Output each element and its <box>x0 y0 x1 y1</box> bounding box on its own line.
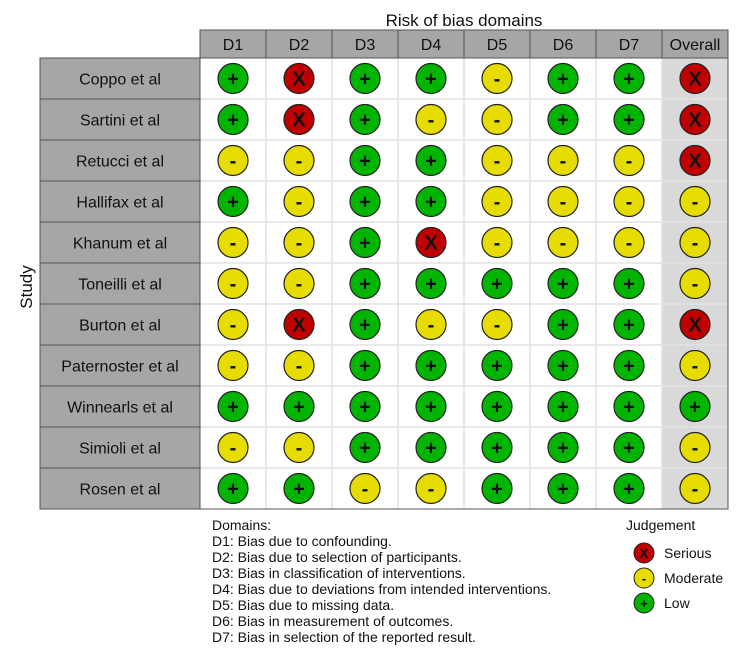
judgement-symbol: + <box>557 437 569 460</box>
judgement-symbol: - <box>427 314 435 337</box>
judgement-symbol: + <box>293 396 305 419</box>
header-label-d3: D3 <box>354 37 376 54</box>
judgement-symbol: + <box>557 355 569 378</box>
study-name: Khanum et al <box>72 235 168 253</box>
domain-description: D7: Bias in selection of the reported result. <box>212 629 476 645</box>
judgement-symbol: X <box>688 109 702 132</box>
judgement-symbol: - <box>361 478 369 501</box>
legend-title: Judgement <box>626 517 696 533</box>
judgement-symbol: + <box>689 396 701 419</box>
judgement-symbol: X <box>292 68 306 91</box>
domains-heading: Domains: <box>212 517 272 533</box>
legend-label-serious: Serious <box>664 545 712 561</box>
judgement-symbol: - <box>295 437 303 460</box>
judgement-symbol: + <box>491 396 503 419</box>
judgement-symbol: - <box>691 273 699 296</box>
judgement-symbol: - <box>559 150 567 173</box>
judgement-symbol: + <box>359 437 371 460</box>
domain-description: D5: Bias due to missing data. <box>212 597 395 613</box>
judgement-symbol: + <box>623 314 635 337</box>
header-label-d6: D6 <box>552 37 574 54</box>
header-label-d7: D7 <box>618 37 640 54</box>
judgement-symbol: + <box>623 437 635 460</box>
judgement-symbol: - <box>493 150 501 173</box>
judgement-symbol: + <box>491 478 503 501</box>
judgement-symbol: - <box>625 232 633 255</box>
judgement-symbol: + <box>359 314 371 337</box>
judgement-symbol: - <box>295 273 303 296</box>
judgement-symbol: + <box>623 355 635 378</box>
judgement-symbol: + <box>425 396 437 419</box>
study-name: Rosen et al <box>79 481 161 499</box>
judgement-symbol: - <box>427 478 435 501</box>
judgement-symbol: + <box>557 109 569 132</box>
judgement-symbol: - <box>229 314 237 337</box>
judgement-symbol: - <box>229 355 237 378</box>
judgement-symbol: X <box>424 232 438 255</box>
study-name: Sartini et al <box>79 112 161 130</box>
judgement-symbol: - <box>691 478 699 501</box>
judgement-symbol: + <box>557 273 569 296</box>
judgement-symbol: + <box>425 68 437 91</box>
judgement-symbol: + <box>425 355 437 378</box>
domain-description: D6: Bias in measurement of outcomes. <box>212 613 454 629</box>
judgement-symbol: - <box>691 232 699 255</box>
judgement-symbol: - <box>493 191 501 214</box>
judgement-symbol: + <box>491 273 503 296</box>
judgement-symbol: + <box>425 273 437 296</box>
judgement-symbol: - <box>691 355 699 378</box>
judgement-symbol: - <box>493 314 501 337</box>
judgement-symbol: + <box>425 191 437 214</box>
judgement-symbol: + <box>359 396 371 419</box>
header-label-d2: D2 <box>288 37 310 54</box>
legend-symbol: - <box>641 571 647 586</box>
judgement-symbol: + <box>623 273 635 296</box>
judgement-symbol: + <box>227 109 239 132</box>
study-name: Hallifax et al <box>76 194 164 212</box>
domain-description: D3: Bias in classification of interventions. <box>212 565 466 581</box>
judgement-symbol: - <box>559 191 567 214</box>
judgement-symbol: + <box>359 273 371 296</box>
judgement-symbol: + <box>359 232 371 255</box>
judgement-symbol: X <box>688 150 702 173</box>
judgement-symbol: - <box>295 355 303 378</box>
judgement-symbol: + <box>359 109 371 132</box>
judgement-symbol: + <box>623 478 635 501</box>
judgement-symbol: + <box>623 396 635 419</box>
domain-description: D4: Bias due to deviations from intended interventions. <box>212 581 552 597</box>
judgement-symbol: + <box>557 68 569 91</box>
legend-label-low: Low <box>664 595 690 611</box>
header-label-overall: Overall <box>669 37 721 54</box>
judgement-symbol: - <box>229 273 237 296</box>
judgement-symbol: X <box>688 314 702 337</box>
judgement-symbol: + <box>227 191 239 214</box>
study-name: Winnearls et al <box>67 399 173 417</box>
judgement-symbol: X <box>292 314 306 337</box>
judgement-symbol: + <box>359 68 371 91</box>
study-name: Retucci et al <box>75 153 165 171</box>
judgement-symbol: - <box>625 150 633 173</box>
study-name: Simioli et al <box>79 440 161 458</box>
judgement-symbol: + <box>359 150 371 173</box>
judgement-symbol: - <box>493 109 501 132</box>
legend-area <box>212 517 723 645</box>
legend-label-moderate: Moderate <box>664 570 724 586</box>
judgement-symbol: + <box>557 396 569 419</box>
judgement-symbol: - <box>625 191 633 214</box>
judgement-symbol: + <box>359 355 371 378</box>
judgement-symbol: - <box>691 191 699 214</box>
judgement-symbol: - <box>295 191 303 214</box>
judgement-symbol: - <box>295 150 303 173</box>
study-name: Burton et al <box>79 317 161 335</box>
judgement-symbol: - <box>691 437 699 460</box>
study-name: Paternoster et al <box>61 358 179 376</box>
y-axis-label: Study <box>17 265 36 309</box>
judgement-symbol: + <box>623 109 635 132</box>
judgement-symbol: + <box>623 68 635 91</box>
judgement-symbol: X <box>292 109 306 132</box>
judgement-symbol: - <box>295 232 303 255</box>
domain-description: D1: Bias due to confounding. <box>212 533 392 549</box>
legend-symbol: + <box>640 596 648 611</box>
study-name: Toneilli et al <box>78 276 162 294</box>
judgement-symbol: + <box>425 150 437 173</box>
judgement-symbol: + <box>491 437 503 460</box>
header-label-d1: D1 <box>222 37 244 54</box>
judgement-symbol: - <box>427 109 435 132</box>
judgement-symbol: - <box>559 232 567 255</box>
judgement-symbol: + <box>293 478 305 501</box>
judgement-symbol: + <box>557 478 569 501</box>
judgement-symbol: X <box>688 68 702 91</box>
judgement-symbol: + <box>227 478 239 501</box>
judgement-symbol: + <box>227 68 239 91</box>
study-name: Coppo et al <box>79 71 161 89</box>
judgement-symbol: + <box>359 191 371 214</box>
judgement-symbol: - <box>493 232 501 255</box>
judgement-symbol: + <box>425 437 437 460</box>
judgement-symbol: - <box>493 68 501 91</box>
domain-description: D2: Bias due to selection of participants. <box>212 549 462 565</box>
judgement-symbol: + <box>491 355 503 378</box>
judgement-symbol: + <box>227 396 239 419</box>
legend-symbol: X <box>639 546 649 561</box>
chart-title: Risk of bias domains <box>385 11 543 30</box>
header-label-d4: D4 <box>420 37 442 54</box>
judgement-symbol: - <box>229 437 237 460</box>
judgement-symbol: - <box>229 150 237 173</box>
judgement-symbol: + <box>557 314 569 337</box>
header-label-d5: D5 <box>486 37 508 54</box>
judgement-symbol: - <box>229 232 237 255</box>
